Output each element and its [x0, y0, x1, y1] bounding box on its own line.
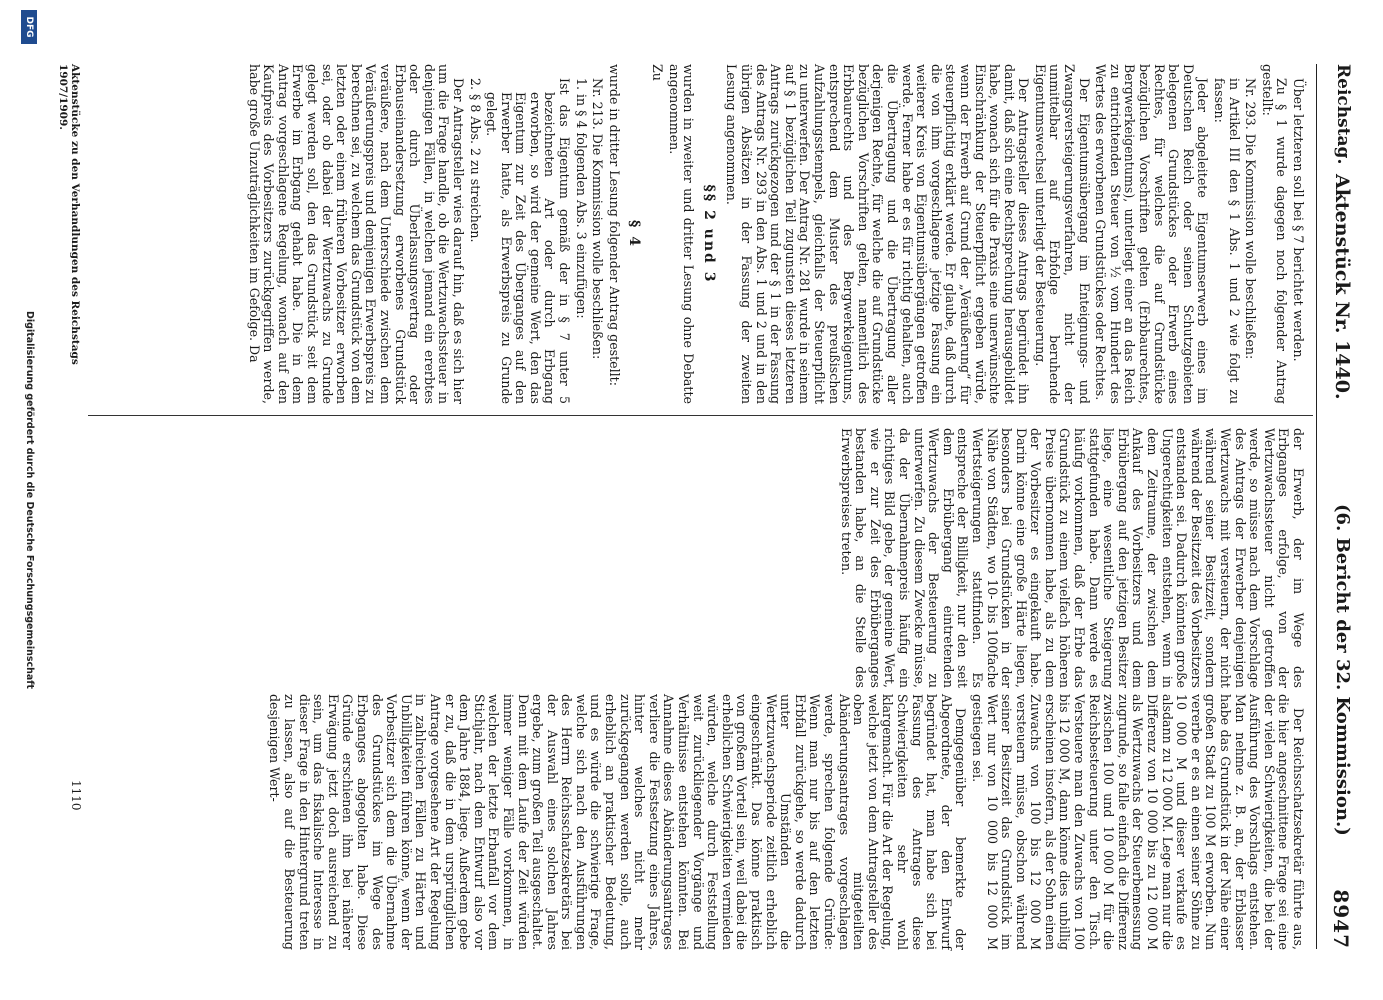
- text-column-left: [244, 64, 1305, 404]
- paragraph: 2. § 8 Abs. 2 zu streichen.: [467, 78, 483, 243]
- paragraph: Der Antragsteller dieses Antrags begründet ihn damit, daß sich eine Rechtsprechung herausgebildet habe, wonach sich für die Praxis eine unerwünschte Einschränkung der Steuerpflicht ergeben würde, wenn der Erwerb auf Grund der „Veräußerung“ für steuerpflichtig erklärt werde. Er glaube, daß durch die von ihm vorgeschlagene jetzige Fassung ein weiterer Kreis von Eigentumsübergängen getroffen werde. Ferner habe er es für richtig gehalten, auch die Übertragung und die Übertragung aller derjenigen Rechte, für welche die auf Grundstücke bezüglichen Vorschriften gelten, namentlich des Erbbaurechts und des Bergwerkeigentums, entsprechend dem Muster des preußischen Aufzahlungsstempels, gleichfalls der Steuerpflicht zu unterwerfen. Der Antrag Nr. 281 wurde in seinem auf § 1 bezüglichen Teil zugunsten dieses letzteren Antrags zurückgezogen und der § 1 in der Fassung des Antrags Nr. 293 in den Abs. 1 und 2 und in den übrigen Absätzen in der Fassung der zweiten Lesung angenommen.: [724, 64, 1032, 404]
- paragraph: Jeder abgeleitete Eigentumserwerb eines im Deutschen Reich oder seinen Schutzgebieten belegenen Grundstückes oder Erwerb eines Rechtes, für welches die auf Grundstücke bezüglichen Vorschriften gelten (Erbbaurechtes, Bergwerkeigentums), unterliegt einer an das Reich zu entrichtenden Steuer von ½ vom Hundert des Wertes des erworbenen Grundstückes oder Rechtes.: [1093, 64, 1211, 404]
- paragraph: Nr. 293. Die Kommission wolle beschließen:: [1243, 78, 1259, 360]
- text-column-middle: [836, 428, 1305, 688]
- paragraph: Nr. 213. Die Kommission wolle beschließen:: [590, 78, 606, 360]
- paragraph: Der Antragsteller wies darauf hin, daß es sich hier um die Frage handle, ob die Wertzuwachssteuer in denjenigen Fällen, in welchen jemand ein ererbtes oder durch Überlassungsvertrag oder Erbauseinandersetzung erworbenes Grundstück veräußere, nach dem Unterschiede zwischen dem Veräußerungspreis und demjenigen Erwerbspreis zu berechnen sei, zu welchem das Grundstück von dem letzten oder einem früheren Vorbesitzer erworben sei, oder ob dabei der Wertzuwachs zu Grunde gelegt werden soll, den das Grundstück seit dem Erwerbe im Erbgang gehabt habe. Die in dem Antrag vorgeschlagene Regelung, wonach auf den Kaufpreis des Vorbesitzers zurückgegriffen werde, habe große Unzuträglichkeiten im Gefolge. Da: [246, 64, 466, 404]
- text-column-right: [265, 694, 1305, 950]
- paragraph: Der Reichsschatzsekretär führte aus, die hier angeschnittene Frage sei eine der vielen Schwierigkeiten, die bei der Ausführung des Vorschlags entstehen. Man nehme z. B. an, der Erblasser habe das Grundstück in der Nähe einer großen Stadt zu 100 M erworben. Nun vererbe er es an einen seiner Söhne zu 10 000 M und dieser verkaufe es alsdann zu 12 000 M. Lege man nur die Differenz von 10 000 bis zu 12 000 M als Wertzuwachs der Steuerbemessung zugrunde, so falle einfach die Differenz zwischen 100 und 10 000 M für die Reichsbesteuerung unter den Tisch. Versteuere man den Zuwachs von 100 bis 12 000 M, dann könne dies unbillig erscheinen insofern, als der Sohn einen Zuwachs von 100 bis 12 000 M versteuern müsse, obschon während seiner Besitzzeit das Grundstück im Wert nur von 10 000 bis 12 000 M gestiegen sei.: [969, 694, 1306, 950]
- paragraph: Ist das Eigentum gemäß der in § 7 unter 5 bezeichneten Art oder durch Erbgang erworben, so wird der gemeine Wert, den das Eigentum zur Zeit des Überganges auf den Erwerber hatte, als Erwerbspreis zu Grunde gelegt.: [484, 78, 573, 404]
- footer-source: Aktenstücke zu den Verhandlungen des Reichstags 1907/1909.: [57, 64, 81, 365]
- paragraph: Zu § 1 wurde dagegen noch folgender Antrag gestellt:: [1259, 64, 1290, 404]
- header-left-label: Reichstag.: [1333, 64, 1353, 165]
- paragraph: Demgegenüber bemerkte der Abgeordnete, der den Entwurf begründet hat, man habe sich bei Fassung des Antrages diese Schwierigkeiten sehr wohl klargemacht. Für die Art der Regelung, welche jetzt von dem Antragsteller des oben mitgeteilten Abänderungsantrages vorgeschlagen werde, sprechen folgende Gründe: Wenn man nur bis auf den letzten Erbfall zurückgehe, so werde dadurch unter Umständen die Wertzuwachsperiode zeitlich erheblich eingeschränkt. Das könne praktisch von großem Vorteil sein, weil dabei die erheblichen Schwierigkeiten vermieden würden, welche durch Feststellung weit zurückliegender Vorgänge und Verhältnisse entstehen könnten. Bei Annahme dieses Abänderungsantrages verliere die Festsetzung eines Jahres, hinter welches nicht mehr zurückgegangen werden solle, auch erheblich an praktischer Bedeutung, und es würde die schwierige Frage, welche sich nach den Ausführungen des Herrn Reichsschatzsekretärs bei der Auswahl eines solchen Jahres ergebe, zum großen Teil ausgeschaltet. Denn mit dem Laufe der Zeit würden immer weniger Fälle vorkommen, in welchen der letzte Erbanfall vor dem Stichjahr, nach dem Entwurf also vor dem Jahre 1884, liege. Außerdem gebe er zu, daß die in dem ursprünglichen Antrage vorgesehene Art der Regelung in zahlreichen Fällen zu Härten und Unbilligkeiten führen könne, wenn der Vorbesitzer sich dem die Übernahme des Grundstückes im Wege des Erbganges abgegolten habe. Diese Gründe erschienen ihm bei näherer Erwägung jetzt doch ausreichend zu sein, um das fiskalische Interesse in dieser Frage in den Hintergrund treten zu lassen, also auf die Besteuerung desjenigen Wert-: [267, 694, 969, 950]
- header-right-title: (6. Bericht der 32. Kommission.): [1332, 504, 1353, 836]
- dfg-logo: DFG: [21, 10, 37, 44]
- paragraph: der Erwerb, der im Wege des Erbganges erfolge, von der Wertzuwachssteuer nicht getroffen werde, so müsse nach dem Vorschlage des Antrags der Erwerber denjenigen Wertzuwachs mit versteuern, der nicht während seiner Besitzzeit, sondern während der Besitzzeit des Vorbesitzers entstanden sei. Dadurch könnten große Ungerechtigkeiten entstehen, wenn in dem Zeitraume, der zwischen dem Ankauf des Vorbesitzers und dem Erbübergang auf den jetzigen Besitzer liege, eine wesentliche Steigerung stattgefunden habe. Dann werde es häufig vorkommen, daß der Erbe das Grundstück zu einem vielfach höheren Preise übernommen habe, als zu dem der Vorbesitzer es eingekauft habe. Darin könne eine große Härte liegen, besonders bei Grundstücken in der Nähe von Städten, wo 10- bis 100fache Wertsteigerungen stattfinden. Es entspreche der Billigkeit, nur den seit dem Erbübergang eintretenden Wertzuwachs der Besteuerung zu unterwerfen. Zu diesem Zwecke müsse, da der Übernahmepreis häufig ein richtiges Bild gebe, der gemeine Wert, wie er zur Zeit des Erbüberganges bestanden habe, an die Stelle des Erwerbspreises treten.: [838, 428, 1306, 688]
- paragraph: wurden in zweiter und dritter Lesung ohne Debatte angenommen.: [666, 64, 697, 404]
- section-heading: §§ 2 und 3: [700, 184, 717, 284]
- header-left-title: Aktenstück Nr. 1440.: [1331, 174, 1353, 400]
- digitization-note: Digitalisierung gefördert durch die Deutsche Forschungsgemeinschaft: [24, 311, 35, 689]
- page-header: [1323, 64, 1353, 949]
- paragraph: Der Eigentumsübergang im Enteignungs- und Zwangsversteigerungsverfahren, nicht der unmittelbar auf Erbfolge beruhende Eigentumswechsel unterliegt der Besteuerung.: [1032, 64, 1092, 404]
- footer-number: 1110: [69, 780, 83, 811]
- paragraph: Zu: [650, 64, 666, 81]
- section-heading: § 4: [626, 220, 643, 248]
- paragraph: in Artikel III den § 1 Abs. 1 und 2 wie folgt zu fassen:: [1212, 78, 1242, 404]
- paragraph: wurde in dritter Lesung folgender Antrag gestellt:: [606, 64, 622, 386]
- header-rule: [1316, 64, 1317, 949]
- page-number: 8947: [1329, 889, 1353, 949]
- paragraph: 1. in § 4 folgenden Abs. 3 einzufügen:: [573, 78, 589, 319]
- column-divider: [88, 415, 1313, 416]
- paragraph: Über letzteren soll bei § 7 berichtet werden.: [1291, 78, 1306, 362]
